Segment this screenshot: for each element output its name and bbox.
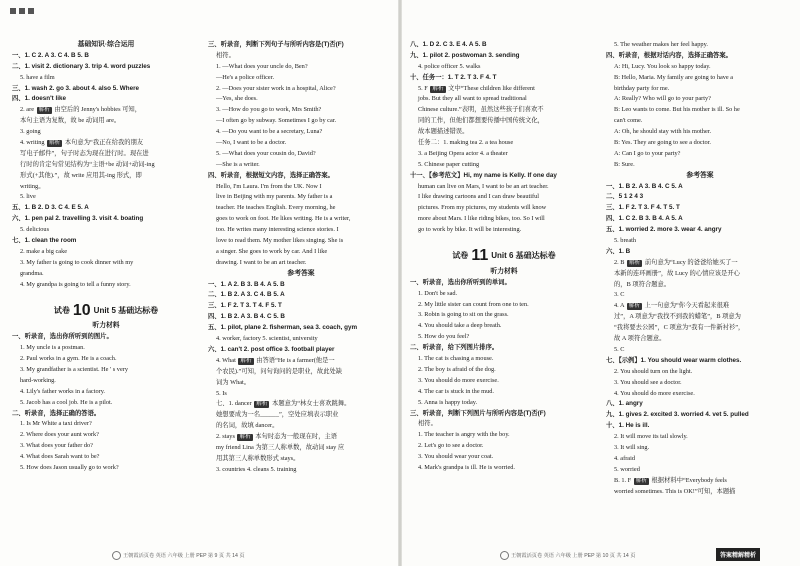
text-line: 3. C <box>614 291 625 299</box>
answer-text: 六、1. pen pal 2. travelling 3. visit 4. boating <box>12 215 144 223</box>
answer-line <box>12 62 200 73</box>
answer-text: 五、1. worried 2. more 3. wear 4. angry <box>606 226 722 234</box>
answer-line <box>410 278 598 289</box>
text-line: 5. Anna is happy today. <box>418 398 478 406</box>
text-line: 同的工作，但他们都想要传播中国传统文化， <box>418 117 544 125</box>
text-line: my friend Lina 为第三人称单数，故动词 stay 应 <box>216 443 345 451</box>
text-line: —He's a police officer. <box>216 73 275 81</box>
answer-text: 一、听录音，选出你所听到的图片。 <box>12 333 113 341</box>
text-line: 3. My father is going to cook dinner with my <box>20 258 134 266</box>
answer-line <box>208 345 394 356</box>
text-line: 3. You should do more exercise. <box>418 376 499 384</box>
answer-line <box>208 290 394 301</box>
text-line: 3. Robin is going to sit on the grass. <box>418 311 509 319</box>
answer-text: 2. B <box>614 258 627 266</box>
unit-title <box>410 247 598 267</box>
text-line: 2. Let's go to see a doctor. <box>418 442 484 450</box>
text-line: 3. What does your father do? <box>20 442 93 450</box>
explanation-tag: 解析 <box>239 434 251 441</box>
section-heading: 听力材料 <box>92 322 120 330</box>
text-line: 1. Is Mr White a taxi driver? <box>20 420 92 428</box>
unit-number: 11 <box>471 247 489 265</box>
answer-line <box>606 182 794 193</box>
answer-line <box>12 409 200 420</box>
text-line: 行时的肯定句常见结构为“主语+be 动词+动词-ing <box>20 160 155 168</box>
text-line: 3. going <box>20 128 41 136</box>
answer-text: 二、听录音，给下列图片排序。 <box>410 344 499 352</box>
text-line: pictures. From my pictures, my students will know <box>418 204 547 212</box>
text-line: B: Yes. They are going to see a doctor. <box>614 139 711 147</box>
text-line: B: Hello, Maria. My family are going to have a <box>614 73 734 81</box>
text-line: 4. You should do more exercise. <box>614 389 695 397</box>
text-line: 3. It will sing. <box>614 443 650 451</box>
text-line: worried sometimes. This is OK!”可知，本题描 <box>614 487 736 495</box>
text-line: 用其第三人称单数形式 stays。 <box>216 454 300 462</box>
answer-text: 2. stays <box>216 433 237 441</box>
explanation-tag: 解析 <box>432 85 444 92</box>
column-4 <box>606 40 794 497</box>
answer-line <box>410 171 598 182</box>
text-line: 1. —What does your uncle do, Ben? <box>216 62 308 70</box>
text-line: 本新的连环画册”，故 Lucy 的心情应该是开心 <box>614 269 740 277</box>
text-line: teacher. He teaches English. Every morning, he <box>216 204 336 212</box>
answer-text: 2. are <box>20 106 36 114</box>
answer-line <box>606 192 794 203</box>
answer-text: 一、听录音，选出你所听到的单词。 <box>410 278 511 286</box>
answer-text: 一、1. C 2. A 3. C 4. B 5. B <box>12 51 89 59</box>
explanation-text: 文中“These children like different <box>446 84 535 92</box>
explanation-tag: 解析 <box>38 107 50 114</box>
text-line: goes to work on foot. He likes writing. He is a writer, <box>216 215 351 223</box>
answer-text: 一、1. A 2. B 3. B 4. A 5. B <box>208 280 285 288</box>
text-line: 4. afraid <box>614 454 635 462</box>
text-line: 5. Is <box>216 389 227 397</box>
text-line: 1. Don't be sad. <box>418 289 458 297</box>
footer-right: 王朝霞活页卷 英语 六年级 上册 PEP 第 10 页 共 14 页 <box>500 551 635 560</box>
text-line: 2. Paul works in a gym. He is a coach. <box>20 355 117 363</box>
text-line: 4. —Do you want to be a secretary, Luna? <box>216 128 323 136</box>
explanation-line <box>606 258 794 269</box>
answer-text: 4. A <box>614 302 626 310</box>
explanation-text: 本题意为“林女士喜欢跳舞。 <box>270 400 351 408</box>
answer-line <box>606 421 794 432</box>
answer-line <box>12 94 200 105</box>
answer-text: 一、1. B 2. A 3. B 4. C 5. A <box>606 182 683 190</box>
brand-badge: 答案精解精析 <box>716 548 760 561</box>
unit-prefix: 试卷 <box>53 305 70 315</box>
answer-text: 三、1. wash 2. go 3. about 4. also 5. Where <box>12 84 140 92</box>
text-line: Hello, I'm Laura. I'm from the UK. Now I <box>216 182 322 190</box>
answer-line <box>208 40 394 51</box>
text-line: can't come. <box>614 117 643 125</box>
text-line: 4. What does Sarah want to be? <box>20 453 100 461</box>
explanation-text: 由答语“He is a farmer(他是一 <box>254 356 335 364</box>
text-line: B: Leo wants to come. But his mother is ill. So he <box>614 106 740 114</box>
answer-text: 四、1. B 2. A 3. B 4. C 5. B <box>208 313 285 321</box>
answer-line <box>410 40 598 51</box>
text-line: 2. make a big cake <box>20 247 68 255</box>
answer-line <box>12 84 200 95</box>
answer-line <box>208 301 394 312</box>
explanation-tag: 解析 <box>628 303 640 310</box>
text-line: 相符。 <box>418 420 437 428</box>
answer-text: 八、1. D 2. C 3. E 4. A 5. B <box>410 41 487 48</box>
text-line: 2. My little sister can count from one to ten. <box>418 300 529 308</box>
answer-text: 二、1. visit 2. dictionary 3. trip 4. word puzzles <box>12 62 151 70</box>
answer-line <box>606 225 794 236</box>
text-line: 1. My uncle is a postman. <box>20 344 85 352</box>
text-line: writing。 <box>20 182 45 190</box>
answer-line <box>12 203 200 214</box>
text-line: —She is a writer. <box>216 160 260 168</box>
text-line: 4. The car is stuck in the mud. <box>418 387 494 395</box>
text-line: 过”，A 项意为“我找不到我的蜡笔”，B 项意为 <box>614 313 741 321</box>
text-line: too. He writes many interesting science stories. I <box>216 226 339 234</box>
answer-line <box>606 214 794 225</box>
text-line: 4. worker, factory 5. scientist, university <box>216 335 318 343</box>
answer-text: 五、1. pilot, plane 2. fisherman, sea 3. coach, gym <box>208 324 358 332</box>
answer-text: 五、1. B 2. D 3. C 4. E 5. A <box>12 204 89 212</box>
answer-text: 九、1. gives 2. excited 3. worried 4. vet 5. pulled <box>606 411 749 419</box>
answer-text: 十、任务一：1. T 2. T 3. F 4. T <box>410 73 497 81</box>
text-line: human can live on Mars, I want to be an art teacher. <box>418 182 549 190</box>
answer-text: 三、1. F 2. T 3. F 4. T 5. T <box>606 204 680 212</box>
explanation-text: 前句意为“Lucy 的爸爸给她买了一 <box>643 258 738 266</box>
answer-text: 六、1. can't 2. post office 3. football player <box>208 345 335 353</box>
explanation-text: 本句意为“我正在给我的朋友 <box>63 139 144 147</box>
text-line: 5. have a film <box>20 73 55 81</box>
text-line: a singer. She goes to work by car. And I like <box>216 247 328 255</box>
answer-line <box>208 323 394 334</box>
answer-text: 二、听录音，选择正确的答语。 <box>12 409 101 417</box>
answer-text: 九、1. pilot 2. postwoman 3. sending <box>410 51 520 59</box>
answer-text: 三、听录音，判断下列句子与所听内容是(T)否(F) <box>208 41 344 48</box>
text-line: 4. police officer 5. walks <box>418 62 481 70</box>
text-line: A: Hi, Lucy. You look so happy today. <box>614 62 711 70</box>
answer-text: 八、1. angry <box>606 400 643 408</box>
text-line: A: Can I go to your party? <box>614 149 681 157</box>
text-line: 2. You should turn on the light. <box>614 367 693 375</box>
text-line: Chinese culture.”表明，虽然这些孩子们喜欢不 <box>418 106 544 114</box>
text-line: 4. You should take a deep breath. <box>418 322 502 330</box>
answer-line <box>12 236 200 247</box>
answer-line <box>606 399 794 410</box>
answer-line <box>606 410 794 421</box>
text-line: 故本题描述错误。 <box>418 128 469 136</box>
answer-text: 七、1. dancer <box>216 400 254 408</box>
explanation-text: 由空后的 Jenny's hobbies 可知， <box>52 106 142 114</box>
text-line: grandma. <box>20 269 44 277</box>
text-line: A: Really? Who will go to your party? <box>614 95 711 103</box>
answer-line <box>410 51 598 62</box>
answer-text: 四、听录音，根据对话内容，选择正确答案。 <box>606 51 732 59</box>
section-heading: 听力材料 <box>490 267 518 275</box>
answer-text: 三、1. F 2. T 3. T 4. F 5. T <box>208 302 282 310</box>
answer-text: 六、1. B <box>606 247 631 255</box>
text-line: 3. You should wear your coat. <box>418 453 494 461</box>
answer-line <box>606 203 794 214</box>
explanation-tag: 解析 <box>49 140 61 147</box>
explanation-line <box>410 84 598 95</box>
text-line: 个农民).”可知，问句询问的是职业，故此处缺 <box>216 367 343 375</box>
text-line: —No, I want to be a doctor. <box>216 139 287 147</box>
text-line: 5. live <box>20 193 36 201</box>
answer-text: 四、1. doesn't like <box>12 95 66 103</box>
text-line: 2. —Does your sister work in a hospital, Alice? <box>216 84 336 92</box>
unit-name: Unit 5 基础达标卷 <box>93 305 159 315</box>
explanation-line <box>606 476 794 487</box>
answer-line <box>410 73 598 84</box>
answer-line <box>12 214 200 225</box>
text-line: 5. How do you feel? <box>418 333 470 341</box>
unit-title <box>12 301 200 321</box>
section-heading: 基础知识·综合运用 <box>77 41 135 48</box>
explanation-text: 根据材料中“Everybody feels <box>649 476 727 484</box>
text-line: —Yes, she does. <box>216 95 258 103</box>
book-spine <box>398 0 402 566</box>
text-line: 2. It will move its tail slowly. <box>614 433 688 441</box>
text-line: 3. My grandfather is a scientist. He ' s very <box>20 365 128 373</box>
text-line: jobs. But they all want to spread traditional <box>418 95 527 103</box>
text-line: 1. The cat is chasing a mouse. <box>418 355 494 363</box>
answer-line <box>606 356 794 367</box>
text-line: 4. My grandpa is going to tell a funny story. <box>20 280 131 288</box>
text-line: 3. countries 4. cleans 5. training <box>216 465 297 473</box>
text-line: birthday party for me. <box>614 84 670 92</box>
text-line: 2. The boy is afraid of the dog. <box>418 365 496 373</box>
text-line: 任务二：1. making tea 2. a tea house <box>418 139 514 147</box>
text-line: 5. The weather makes her feel happy. <box>614 41 708 48</box>
column-3 <box>410 40 598 474</box>
spacer <box>12 290 200 301</box>
text-line: 5. worried <box>614 465 640 473</box>
spacer <box>410 236 598 247</box>
text-line: 3. a Beijing Opera actor 4. a theater <box>418 149 508 157</box>
corner-marks <box>10 8 34 14</box>
answer-text: 十一、【参考范文】Hi, my name is Kelly. If one day <box>410 171 557 179</box>
text-line: 4. Mark's grandpa is ill. He is worried. <box>418 463 515 471</box>
text-line: 1. The teacher is angry with the boy. <box>418 431 510 439</box>
unit-prefix: 试卷 <box>452 251 469 261</box>
text-line: hard-working. <box>20 376 56 384</box>
explanation-line <box>208 399 394 410</box>
answer-text: 二、1. B 2. A 3. C 4. B 5. A <box>208 291 285 299</box>
text-line: love to read them. My mother likes singing. She is <box>216 237 344 245</box>
explanation-line <box>606 301 794 312</box>
text-line: 的，B 项符合题意。 <box>614 280 671 288</box>
text-line: 5. Chinese paper cutting <box>418 160 480 168</box>
text-line: 词为 What。 <box>216 378 251 386</box>
publisher-logo-icon <box>112 551 121 560</box>
text-line: live in Beijing with my parents. My father is a <box>216 193 333 201</box>
answer-line <box>12 332 200 343</box>
text-line: 本句主语为复数，故 be 动词用 are。 <box>20 117 121 125</box>
answer-line <box>606 247 794 258</box>
explanation-tag: 解析 <box>635 477 647 484</box>
answer-text: 七、【示例】1. You should wear warm clothes. <box>606 356 742 364</box>
answer-text: 十、1. He is ill. <box>606 422 650 430</box>
answer-text: 5. F <box>418 84 430 92</box>
column-2 <box>208 40 394 476</box>
answer-text: 七、1. clean the room <box>12 237 77 245</box>
column-1 <box>12 40 200 474</box>
text-line: B: Sure. <box>614 160 635 168</box>
explanation-line <box>12 138 200 149</box>
text-line: I like drawing cartoons and I can draw beautiful <box>418 193 539 201</box>
text-line: 相符。 <box>216 51 235 59</box>
text-line: 5. delicious <box>20 226 50 234</box>
unit-number: 10 <box>72 301 91 319</box>
answer-line <box>208 312 394 323</box>
answer-text: 二、5 1 2 4 3 <box>606 193 644 201</box>
footer-left: 王朝霞活页卷 英语 六年级 上册 PEP 第 9 页 共 14 页 <box>112 551 245 560</box>
answer-line <box>208 171 394 182</box>
text-line: 2. Where does your aunt work? <box>20 431 99 439</box>
answer-line <box>410 343 598 354</box>
text-line: 写电子邮件”，句子时态为现在进行时。现在进 <box>20 149 149 157</box>
text-line: more about Mars. I like riding bikes, too. So I will <box>418 215 545 223</box>
explanation-text: 本句时态为一般现在时，主语 <box>253 433 338 441</box>
text-line: 4. Lily's father works in a factory. <box>20 387 106 395</box>
text-line: “我将要去公园”，C 项意为“我有一件新衬衫”， <box>614 324 745 332</box>
text-line: 3. You should see a doctor. <box>614 378 682 386</box>
text-line: 5. C <box>614 345 625 353</box>
text-line: 5. breath <box>614 237 637 245</box>
explanation-tag: 解析 <box>240 357 252 364</box>
explanation-line <box>12 105 200 116</box>
text-line: 她想要成为一名______”，空处应填表示职业 <box>216 411 339 419</box>
explanation-text: 上一句意为“你今天看起来很难 <box>642 302 730 310</box>
answer-text: 四、1. C 2. B 3. B 4. A 5. A <box>606 215 683 223</box>
publisher-logo-icon <box>500 551 509 560</box>
answer-text: 四、听录音，根据短文内容，选择正确答案。 <box>208 171 334 179</box>
answer-text: B. 1. F <box>614 476 633 484</box>
text-line: 故 A 项符合题意。 <box>614 335 666 343</box>
explanation-line <box>208 432 394 443</box>
answer-text: 三、听录音，判断下列图片与所听内容是(T)否(F) <box>410 409 546 417</box>
text-line: drawing. I want to be an art teacher. <box>216 258 307 266</box>
answer-line <box>208 280 394 291</box>
answer-text: 4. writing <box>20 139 47 147</box>
text-line: 形式(+其他).”，故 write 应用其-ing 形式，即 <box>20 171 142 179</box>
text-line: 5. —What does your cousin do, David? <box>216 149 316 157</box>
answer-line <box>606 51 794 62</box>
text-line: —I often go by subway. Sometimes I go by car. <box>216 117 337 125</box>
answer-line <box>12 51 200 62</box>
explanation-line <box>208 356 394 367</box>
answer-text: 4. What <box>216 356 238 364</box>
text-line: 5. How does Jason usually go to work? <box>20 463 119 471</box>
explanation-tag: 解析 <box>629 259 641 266</box>
explanation-tag: 解析 <box>256 401 268 408</box>
text-line: 3. —How do you go to work, Mrs Smith? <box>216 106 322 114</box>
answer-line <box>410 409 598 420</box>
text-line: 的名词，故填 dancer。 <box>216 422 279 430</box>
section-heading: 参考答案 <box>686 171 714 179</box>
text-line: A: Oh, he should stay with his mother. <box>614 128 712 136</box>
text-line: 5. Jacob has a cool job. He is a pilot. <box>20 398 113 406</box>
unit-name: Unit 6 基础达标卷 <box>491 251 556 261</box>
text-line: go to work by bike. It will be interesting. <box>418 226 522 234</box>
section-heading: 参考答案 <box>287 269 315 277</box>
